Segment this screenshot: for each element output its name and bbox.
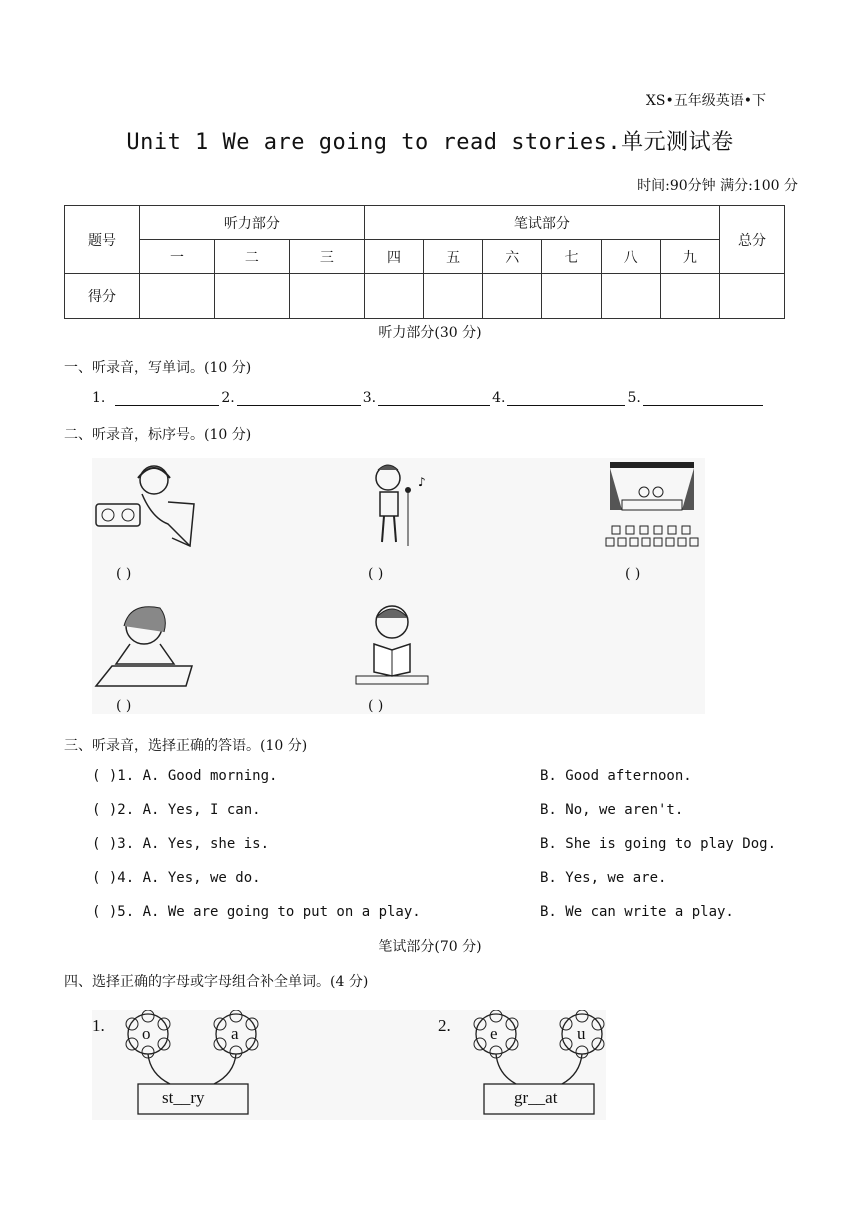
writing-header: 笔试部分 (364, 206, 719, 240)
q1-num: 4. (492, 390, 506, 406)
score-table (64, 205, 785, 319)
score-cell[interactable] (483, 274, 542, 319)
answer-blank[interactable] (237, 391, 361, 406)
letter-option: o (142, 1024, 151, 1043)
score-cell[interactable] (720, 274, 785, 319)
num-cell: 一 (140, 240, 215, 274)
score-cell[interactable] (214, 274, 289, 319)
total-header: 总分 (720, 206, 785, 274)
score-cell[interactable] (601, 274, 660, 319)
option-a: ( )1. A. Good morning. (92, 768, 278, 784)
letter-option: u (577, 1024, 586, 1043)
answer-paren[interactable]: ( ) (116, 566, 132, 582)
num-cell: 五 (424, 240, 483, 274)
reading-boy-illustration (352, 602, 432, 688)
flower-panel (92, 1010, 606, 1120)
score-cell[interactable] (660, 274, 719, 319)
num-cell: 九 (660, 240, 719, 274)
score-cell[interactable] (364, 274, 423, 319)
letter-option: a (231, 1024, 239, 1043)
option-b: B. Good afternoon. (540, 768, 692, 784)
listening-part-title: 听力部分(30 分) (378, 325, 482, 341)
score-cell[interactable] (140, 274, 215, 319)
num-cell: 三 (289, 240, 364, 274)
answer-paren[interactable]: ( ) (368, 566, 384, 582)
exam-meta: 时间:90分钟 满分:100 分 (637, 178, 798, 194)
option-b: B. We can write a play. (540, 904, 734, 920)
writing-girl-illustration (94, 602, 194, 688)
word-blank[interactable]: st__ry (162, 1088, 205, 1107)
num-cell: 八 (601, 240, 660, 274)
answer-blank[interactable] (378, 391, 490, 406)
stage-play-illustration (604, 460, 704, 552)
page-title: Unit 1 We are going to read stories.单元测试卷 (126, 130, 734, 155)
q4-num: 2. (438, 1016, 451, 1035)
q1-title: 一、听录音，写单词。(10 分) (64, 360, 252, 376)
q4-num: 1. (92, 1016, 105, 1035)
listening-boy-illustration (92, 458, 202, 550)
option-a: ( )5. A. We are going to put on a play. (92, 904, 421, 920)
option-b: B. She is going to play Dog. (540, 836, 777, 852)
answer-paren[interactable]: ( ) (625, 566, 641, 582)
option-a: ( )4. A. Yes, we do. (92, 870, 261, 886)
answer-blank[interactable] (115, 391, 219, 406)
num-cell: 六 (483, 240, 542, 274)
q3-title: 三、听录音，选择正确的答语。(10 分) (64, 738, 308, 754)
q1-num: 1. (92, 390, 106, 406)
listening-header: 听力部分 (140, 206, 365, 240)
answer-paren[interactable]: ( ) (368, 698, 384, 714)
option-a: ( )3. A. Yes, she is. (92, 836, 270, 852)
svg-text:♪: ♪ (418, 475, 426, 489)
q2-title: 二、听录音，标序号。(10 分) (64, 427, 252, 443)
score-cell[interactable] (289, 274, 364, 319)
answer-blank[interactable] (643, 391, 763, 406)
writing-part-title: 笔试部分(70 分) (378, 939, 482, 955)
answer-blank[interactable] (507, 391, 625, 406)
q1-num: 5. (627, 390, 641, 406)
q1-blanks (92, 390, 765, 406)
num-cell: 四 (364, 240, 423, 274)
score-cell[interactable] (542, 274, 601, 319)
option-b: B. No, we aren't. (540, 802, 684, 818)
col-header: 题号 (65, 206, 140, 274)
singing-boy-illustration (362, 460, 432, 552)
option-a: ( )2. A. Yes, I can. (92, 802, 261, 818)
answer-paren[interactable]: ( ) (116, 698, 132, 714)
option-b: B. Yes, we are. (540, 870, 667, 886)
row-label: 得分 (65, 274, 140, 319)
letter-option: e (490, 1024, 498, 1043)
q4-title: 四、选择正确的字母或字母组合补全单词。(4 分) (64, 974, 369, 990)
score-cell[interactable] (424, 274, 483, 319)
q1-num: 2. (221, 390, 235, 406)
q1-num: 3. (362, 390, 377, 406)
series-label: XS•五年级英语•下 (645, 93, 766, 109)
num-cell: 七 (542, 240, 601, 274)
picture-panel (92, 458, 705, 714)
word-blank[interactable]: gr__at (514, 1088, 558, 1107)
num-cell: 二 (214, 240, 289, 274)
